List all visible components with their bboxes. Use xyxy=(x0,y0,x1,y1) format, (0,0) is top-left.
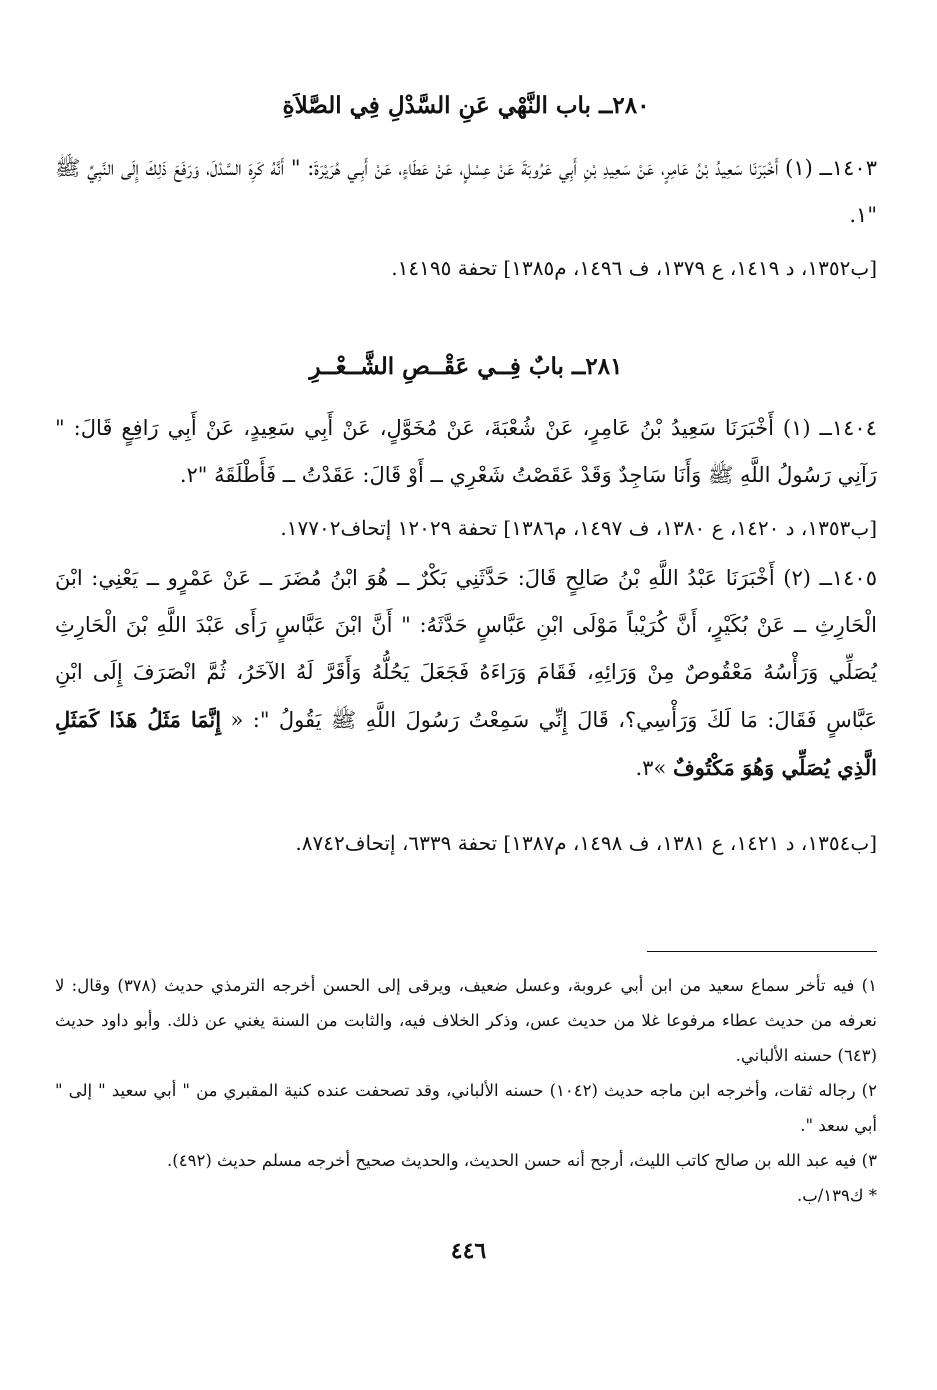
hadith-1405-prophetic-saying: إِنَّمَا مَثَلُ هَذَا كَمَثَلِ الَّذِي يُصَلِّي وَهُوَ مَكْتُوفٌ xyxy=(55,707,877,780)
footnote-2: ٢) رجاله ثقات، وأخرجه ابن ماجه حديث (١٠٤٢) حسنه الألباني، وقد تصحفت عنده كنية المقبري من " أبي سعيد " إلى " أبي سعد ". xyxy=(55,1081,877,1135)
chapter-280-heading: ٢٨٠ــ باب النَّهْي عَنِ السَّدْلِ فِي الصَّلاَةِ xyxy=(282,92,650,119)
hadith-1405-reference: [ب١٣٥٤، د ١٤٢١، ع ١٣٨١، ف ١٤٩٨، م١٣٨٧] تحفة ٦٣٣٩، إتحاف٨٧٤٢. xyxy=(295,831,877,855)
hadith-1405-text xyxy=(55,555,877,792)
footnote-1: ١) فيه تأخر سماع سعيد من ابن أبي عروبة، وعسل ضعيف، ويرقى إلى الحسن أخرجه الترمذي حديث (٣٧٨) وقال: لا نعرفه من حديث عطاء مرفوعا غلا من حديث عس، وذكر الخلاف فيه، والثابت من السنة يغني عن ذلك. وأبو داود حديث (٦٤٣) حسنه الألباني. xyxy=(55,976,877,1065)
chapter-281-heading: ٢٨١ــ بابٌ فِــي عَقْــصِ الشَّــعْــرِ xyxy=(309,353,623,380)
manuscript-note: * ك١٣٩/ب. xyxy=(796,1186,877,1205)
hadith-1405-closing: »٣. xyxy=(635,756,667,780)
hadith-1403-reference: [ب١٣٥٢، د ١٤١٩، ع ١٣٧٩، ف ١٤٩٦، م١٣٨٥] تحفة ١٤١٩٥. xyxy=(391,256,877,280)
footnote-separator xyxy=(647,951,877,952)
page-number: ٤٤٦ xyxy=(450,1238,487,1264)
footnote-3: ٣) فيه عبد الله بن صالح كاتب الليث، أرجح أنه حسن الحديث، والحديث صحيح أخرجه مسلم حديث (٤٩٢). xyxy=(167,1151,877,1170)
footnotes xyxy=(55,968,877,1213)
hadith-1404-reference: [ب١٣٥٣، د ١٤٢٠، ع ١٣٨٠، ف ١٤٩٧، م١٣٨٦] تحفة ١٢٠٢٩ إتحاف١٧٧٠٢. xyxy=(280,516,877,540)
hadith-1405-narration: ١٤٠٥ــ (٢) أَخْبَرَنَا عَبْدُ اللَّهِ بْنُ صَالِحٍ قَالَ: حَدَّثَنِي بَكْرٌ ــ هُوَ ابْنُ مُضَرَ ــ عَنْ عَمْرٍو ــ يَعْنِي: ابْنَ الْحَارِثِ ــ عَنْ بُكَيْرٍ، أَنَّ كُرَيْباً مَوْلَى ابْنِ عَبَّاسٍ حَدَّثَهُ: " أَنَّ ابْنَ عَبَّاسٍ رَأَى عَبْدَ اللَّهِ بْنَ الْحَارِثِ يُصَلِّي وَرَأْسُهُ مَعْقُوصٌ مِنْ وَرَائِهِ، فَقَامَ وَرَاءَهُ فَجَعَلَ يَحُلُّهُ وَأَقَرَّ لَهُ الآخَرُ، ثُمَّ انْصَرَفَ إِلَى ابْنِ عَبَّاسٍ فَقَالَ: مَا لَكَ وَرَأْسِي؟، قَالَ إِنِّي سَمِعْتُ رَسُولَ اللَّهِ ﷺ يَقُولُ ": « xyxy=(55,566,877,732)
hadith-1404-text: ١٤٠٤ــ (١) أَخْبَرَنَا سَعِيدُ بْنُ عَامِرٍ، عَنْ شُعْبَةَ، عَنْ مُخَوَّلٍ، عَنْ أَبِي سَعِيدٍ، عَنْ أَبِي رَافِعٍ قَالَ: " رَآنِي رَسُولُ اللَّهِ ﷺ وَأَنَا سَاجِدٌ وَقَدْ عَقَصْتُ شَعْرِي ــ أَوْ قَالَ: عَقَدْتُ ــ فَأَطْلَقَهُ "٢. xyxy=(55,416,877,487)
hadith-1403-text: ١٤٠٣ــ (١) أَخْبَرَنَا سَعِيدُ بْنُ عَامِرٍ، عَنْ سَعِيدِ بْنِ أَبِي عَرُوبَةَ عَنْ عِسْلٍ، عَنْ عَطَاءٍ، عَنْ أَبِـي هُرَيْرَةَ: " أَنَّهُ كَرِهَ السَّدْلَ، وَرَفَعَ ذَلِكَ إِلَى النَّبِيِّ ﷺ "١. xyxy=(55,156,877,227)
